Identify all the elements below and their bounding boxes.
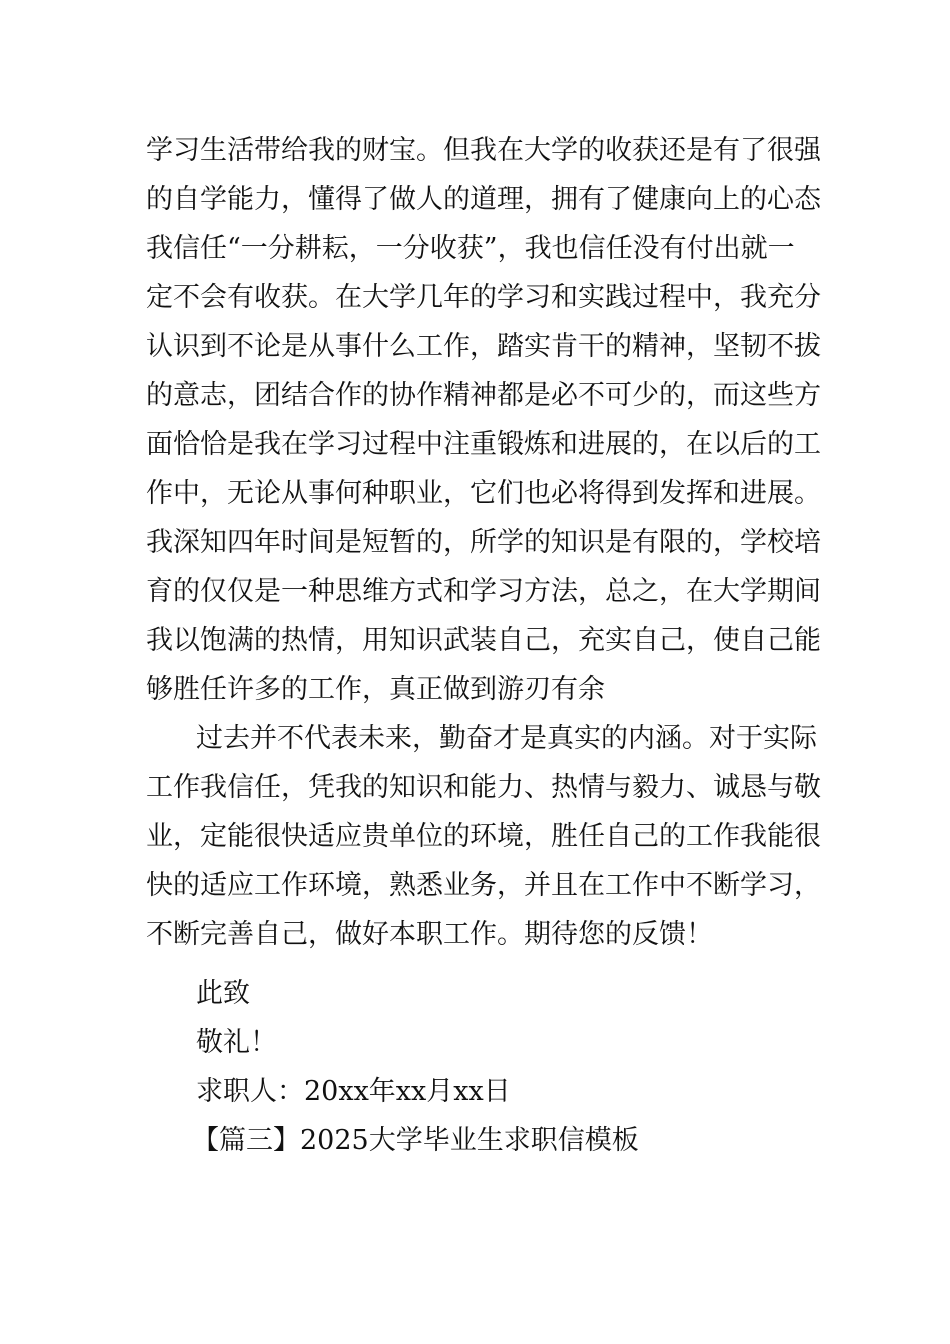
- paragraph-line: 工作我信任，凭我的知识和能力、热情与毅力、诚恳与敬: [146, 772, 821, 803]
- paragraph-line: 作中，无论从事何种职业，它们也必将得到发挥和进展。: [146, 478, 821, 509]
- paragraph-line: 我以饱满的热情，用知识武装自己，充实自己，使自己能: [146, 625, 821, 656]
- paragraph-line: 育的仅仅是一种思维方式和学习方法，总之，在大学期间: [146, 576, 821, 607]
- signature-line: 求职人：20xx年xx月xx日: [196, 1076, 511, 1107]
- closing-salutation: 此致: [196, 978, 250, 1009]
- paragraph-line: 的意志，团结合作的协作精神都是必不可少的，而这些方: [146, 380, 821, 411]
- closing-regards: 敬礼！: [196, 1027, 277, 1058]
- paragraph-line: 业，定能很快适应贵单位的环境，胜任自己的工作我能很: [146, 821, 821, 852]
- paragraph-line: 够胜任许多的工作，真正做到游刃有余: [146, 674, 605, 705]
- paragraph-line: 快的适应工作环境，熟悉业务，并且在工作中不断学习，: [146, 870, 821, 901]
- paragraph-line: 面恰恰是我在学习过程中注重锻炼和进展的，在以后的工: [146, 429, 821, 460]
- paragraph-line: 不断完善自己，做好本职工作。期待您的反馈！: [146, 919, 713, 950]
- paragraph-line: 我深知四年时间是短暂的，所学的知识是有限的，学校培: [146, 527, 821, 558]
- section-heading: 【篇三】2025大学毕业生求职信模板: [192, 1125, 639, 1156]
- paragraph-line: 认识到不论是从事什么工作，踏实肯干的精神，坚韧不拔: [146, 331, 821, 362]
- paragraph-line: 的自学能力，懂得了做人的道理，拥有了健康向上的心态: [146, 184, 821, 215]
- paragraph-line: 过去并不代表未来，勤奋才是真实的内涵。对于实际: [196, 723, 817, 754]
- paragraph-line: 学习生活带给我的财宝。但我在大学的收获还是有了很强: [146, 135, 821, 166]
- paragraph-line: 我信任“一分耕耘，一分收获”，我也信任没有付出就一: [146, 233, 795, 264]
- paragraph-line: 定不会有收获。在大学几年的学习和实践过程中，我充分: [146, 282, 821, 313]
